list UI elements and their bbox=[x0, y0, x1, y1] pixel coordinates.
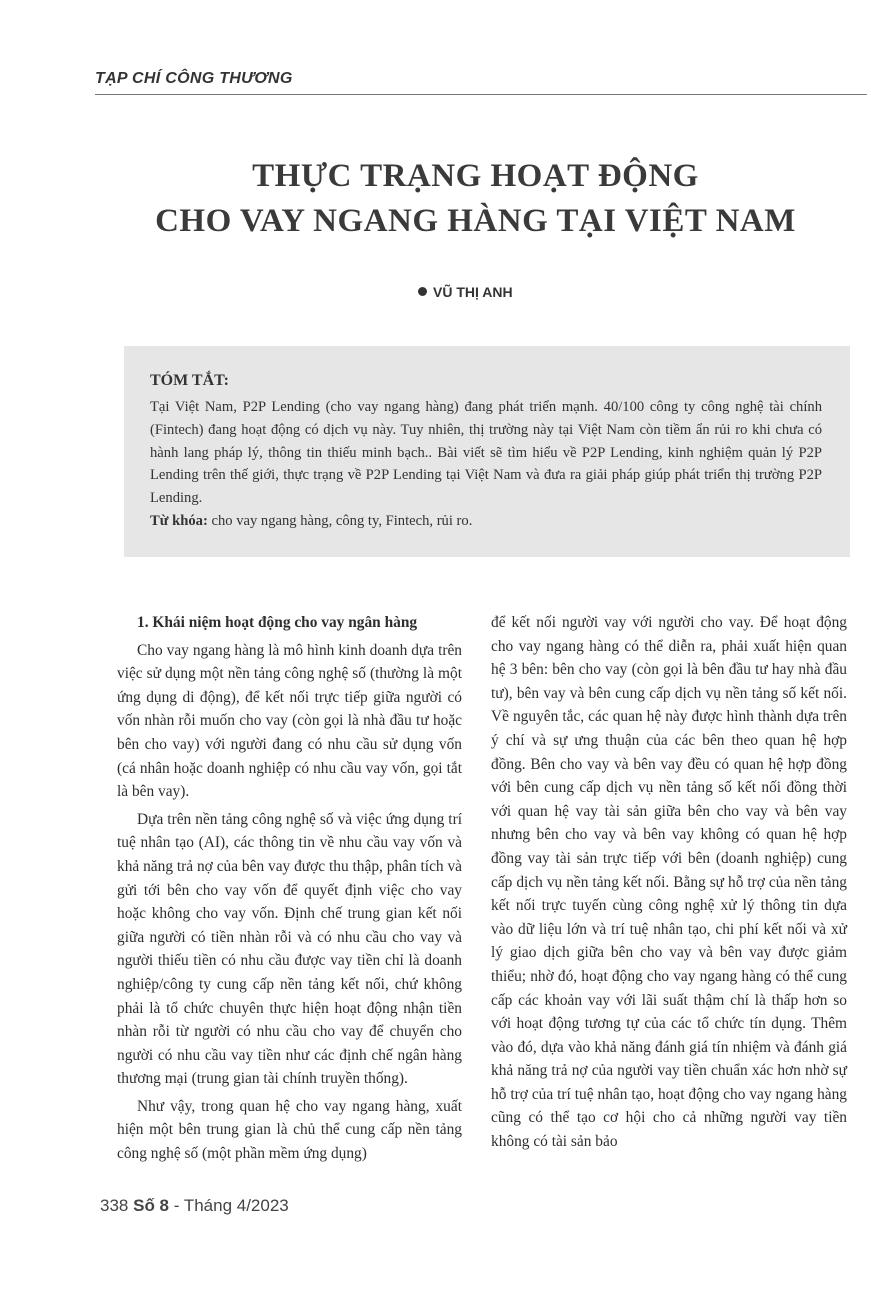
abstract bbox=[150, 396, 822, 533]
abstract-body: Tại Việt Nam, P2P Lending (cho vay ngang hàng) đang phát triển mạnh. 40/100 công ty công nghệ tài chính (Fintech) đang hoạt động có dịch vụ này. Tuy nhiên, thị trường này tại Việt Nam còn tiềm ẩn rủi ro khi chưa có hành lang pháp lý, thông tin thiếu minh bạch.. Bài viết sẽ tìm hiểu về P2P Lending, kinh nghiệm quản lý P2P Lending trên thế giới, thực trạng về P2P Lending tại Việt Nam và đưa ra giải pháp giúp phát triển thị trường P2P Lending. bbox=[150, 399, 822, 507]
article-title-line-1: THỰC TRẠNG HOẠT ĐỘNG bbox=[252, 158, 699, 194]
author bbox=[418, 284, 513, 300]
abstract-heading: TÓM TẮT: bbox=[150, 372, 229, 389]
page-footer bbox=[100, 1196, 289, 1216]
keywords bbox=[150, 510, 822, 533]
paragraph: Như vậy, trong quan hệ cho vay ngang hàng, xuất hiện một bên trung gian là chủ thể cung cấp nền tảng công nghệ số (một phần mềm ứng dụng) bbox=[117, 1097, 462, 1163]
article-title-line-2: CHO VAY NGANG HÀNG TẠI VIỆT NAM bbox=[155, 203, 796, 239]
keywords-text: cho vay ngang hàng, công ty, Fintech, rủi ro. bbox=[211, 512, 473, 529]
section-heading: 1. Khái niệm hoạt động cho vay ngân hàng bbox=[137, 614, 418, 631]
page-number: 338 bbox=[100, 1196, 129, 1215]
author-name: VŨ THỊ ANH bbox=[433, 284, 513, 300]
paragraph: để kết nối người vay với người cho vay. Để hoạt động cho vay ngang hàng có thể diễn ra, phải xuất hiện quan hệ 3 bên: bên cho vay (còn gọi là bên đầu tư hay nhà đầu tư), bên vay và bên cung cấp dịch vụ nền tảng số kết nối. Về nguyên tắc, các quan hệ này được hình thành dựa trên ý chí và sự ưng thuận của các bên theo quan hệ hợp đồng. Bên cho vay và bên vay đều có quan hệ hợp đồng với bên cung cấp dịch vụ nền tảng số kết nối đồng thời với quan hệ vay tài sản giữa bên cho vay và bên vay nhưng bên cho vay và bên vay không có quan hệ hợp đồng vay tài sản trực tiếp với bên (doanh nghiệp) cung cấp dịch vụ nền tảng kết nối. Bằng sự hỗ trợ của nền tảng kết nối trực tuyến cùng công nghệ xử lý thông tin dựa vào dữ liệu lớn và trí tuệ nhân tạo, chi phí kết nối và xử lý giao dịch giữa bên cho vay và bên vay được giảm thiểu; nhờ đó, hoạt động cho vay ngang hàng có thể cung cấp các khoản vay với lãi suất thậm chí là thấp hơn so với hoạt động tương tự của các tổ chức tín dụng. Thêm vào đó, dựa vào khả năng đánh giá tín nhiệm và đánh giá khả năng trả nợ của người vay tiền chuẩn xác hơn nhờ sự hỗ trợ của trí tuệ nhân tạo, hoạt động cho vay ngang hàng cũng có thể tạo cơ hội cho cả những người vay tiền không có tài sản bảo bbox=[491, 614, 847, 1151]
bullet-icon bbox=[418, 287, 427, 296]
issue-date: - Tháng 4/2023 bbox=[173, 1196, 289, 1215]
keywords-label: Từ khóa: bbox=[150, 512, 208, 529]
right-column bbox=[491, 611, 847, 1158]
issue-number: Số 8 bbox=[133, 1196, 170, 1215]
paragraph: Dựa trên nền tảng công nghệ số và việc ứng dụng trí tuệ nhân tạo (AI), các thông tin về nhu cầu vay vốn và khả năng trả nợ của bên vay được thu thập, phân tích và gửi tới bên cho vay vốn để quyết định việc cho vay hoặc không cho vay vốn. Định chế trung gian kết nối giữa người có tiền nhàn rỗi và có nhu cầu cho vay và người thiếu tiền có nhu cầu được vay tiền chỉ là doanh nghiệp/công ty cung cấp nền tảng kết nối, chứ không phải là tổ chức chuyên thực hiện hoạt động nhận tiền nhàn rỗi từ người có nhu cầu cho vay để chuyển cho người có nhu cầu vay tiền như các định chế ngân hàng thương mại (trung gian tài chính truyền thống). bbox=[117, 810, 462, 1088]
left-column bbox=[117, 611, 462, 1170]
header-rule bbox=[95, 94, 867, 95]
paragraph: Cho vay ngang hàng là mô hình kinh doanh dựa trên việc sử dụng một nền tảng công nghệ số (thường là một ứng dụng di động), để kết nối trực tiếp giữa người có vốn nhàn rỗi muốn cho vay (còn gọi là nhà đầu tư hoặc bên cho vay) với người đang có nhu cầu sử dụng vốn (cá nhân hoặc doanh nghiệp có nhu cầu vay vốn, gọi tắt là bên vay). bbox=[117, 641, 462, 801]
journal-header: TẠP CHÍ CÔNG THƯƠNG bbox=[95, 70, 293, 87]
